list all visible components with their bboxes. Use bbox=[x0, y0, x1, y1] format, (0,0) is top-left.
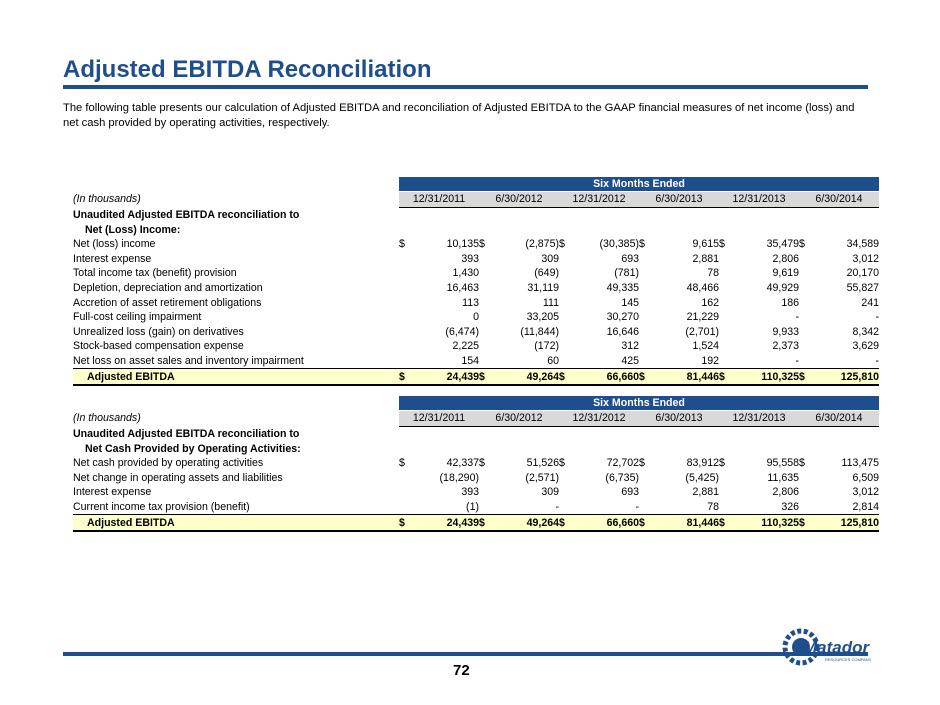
currency-symbol bbox=[799, 324, 812, 339]
currency-symbol bbox=[559, 500, 572, 515]
logo-subtitle: RESOURCES COMPANY bbox=[825, 657, 872, 662]
row-value: 309 bbox=[541, 486, 559, 499]
row-value: (18,290) bbox=[439, 471, 479, 484]
currency-symbol bbox=[799, 251, 812, 266]
row-value: 1,524 bbox=[692, 340, 719, 353]
currency-symbol: $ bbox=[639, 369, 652, 385]
band-spacer bbox=[73, 396, 399, 411]
currency-symbol bbox=[719, 485, 732, 500]
total-value: 49,264 bbox=[492, 515, 559, 531]
row-label: Net (loss) income bbox=[73, 238, 156, 251]
currency-symbol bbox=[479, 310, 492, 325]
row-value: 693 bbox=[621, 252, 639, 265]
section-heading-row bbox=[73, 426, 879, 441]
row-value: 35,479 bbox=[766, 238, 799, 251]
table-row bbox=[73, 354, 879, 369]
total-value: 24,439 bbox=[412, 515, 479, 531]
table-row bbox=[73, 339, 879, 354]
row-value: (6,735) bbox=[605, 471, 639, 484]
row-value: (781) bbox=[614, 267, 639, 280]
row-value: 393 bbox=[461, 486, 479, 499]
currency-symbol bbox=[639, 295, 652, 310]
table-row bbox=[73, 456, 879, 471]
row-value: 2,225 bbox=[452, 340, 479, 353]
total-value: 81,446 bbox=[652, 369, 719, 385]
currency-symbol bbox=[799, 354, 812, 369]
page-number: 72 bbox=[453, 662, 470, 679]
total-value: 81,446 bbox=[652, 515, 719, 531]
currency-symbol: $ bbox=[559, 457, 565, 470]
row-label: Net cash provided by operating activities bbox=[73, 457, 264, 470]
units-label: (In thousands) bbox=[73, 412, 141, 425]
row-label: Net loss on asset sales and inventory impairment bbox=[73, 354, 304, 367]
currency-symbol bbox=[479, 324, 492, 339]
row-value: 72,702 bbox=[606, 457, 639, 470]
row-value: - bbox=[635, 500, 639, 513]
currency-symbol bbox=[719, 266, 732, 281]
currency-symbol bbox=[719, 281, 732, 296]
matador-logo bbox=[781, 626, 881, 668]
currency-symbol: $ bbox=[399, 457, 405, 470]
currency-symbol bbox=[639, 339, 652, 354]
currency-symbol bbox=[799, 310, 812, 325]
row-value: 2,806 bbox=[772, 252, 799, 265]
currency-symbol bbox=[799, 295, 812, 310]
row-value: (2,875) bbox=[525, 238, 559, 251]
currency-symbol bbox=[719, 251, 732, 266]
row-value: (6,474) bbox=[445, 325, 479, 338]
row-value: 60 bbox=[547, 354, 559, 367]
currency-symbol bbox=[719, 295, 732, 310]
currency-symbol bbox=[639, 324, 652, 339]
row-value: 192 bbox=[701, 354, 719, 367]
row-value: (2,571) bbox=[525, 471, 559, 484]
band-spacer bbox=[73, 177, 399, 192]
row-value: 3,012 bbox=[852, 486, 879, 499]
currency-symbol: $ bbox=[719, 515, 732, 531]
total-value: 125,810 bbox=[812, 515, 879, 531]
currency-symbol: $ bbox=[799, 515, 812, 531]
currency-symbol bbox=[719, 339, 732, 354]
row-value: 2,881 bbox=[692, 486, 719, 499]
ebitda-net-income-table bbox=[73, 177, 879, 386]
row-label: Total income tax (benefit) provision bbox=[73, 267, 237, 280]
currency-symbol bbox=[479, 500, 492, 515]
row-value: 9,933 bbox=[772, 325, 799, 338]
row-label: Interest expense bbox=[73, 486, 152, 499]
total-label: Adjusted EBITDA bbox=[73, 369, 399, 385]
table-row bbox=[73, 237, 879, 252]
row-value: 51,526 bbox=[526, 457, 559, 470]
row-label: Depletion, depreciation and amortization bbox=[73, 281, 263, 294]
currency-symbol bbox=[559, 324, 572, 339]
currency-symbol: $ bbox=[479, 369, 492, 385]
row-value: 326 bbox=[781, 500, 799, 513]
row-value: 154 bbox=[461, 354, 479, 367]
row-value: 186 bbox=[781, 296, 799, 309]
row-value: 31,119 bbox=[527, 281, 559, 294]
row-value: (172) bbox=[534, 340, 559, 353]
row-value: (2,701) bbox=[685, 325, 719, 338]
row-value: 2,814 bbox=[852, 500, 879, 513]
currency-symbol bbox=[639, 281, 652, 296]
row-value: 55,827 bbox=[846, 281, 879, 294]
total-value: 66,660 bbox=[572, 515, 639, 531]
currency-symbol bbox=[399, 500, 412, 515]
total-row bbox=[73, 369, 879, 385]
table-row bbox=[73, 500, 879, 515]
logo-wordmark: Matador bbox=[803, 638, 870, 657]
total-value: 110,325 bbox=[732, 369, 799, 385]
currency-symbol: $ bbox=[719, 238, 725, 251]
row-label: Net change in operating assets and liabilities bbox=[73, 471, 283, 484]
row-value: 113,475 bbox=[841, 457, 879, 470]
row-value: 6,509 bbox=[852, 471, 879, 484]
currency-symbol bbox=[399, 251, 412, 266]
row-value: 309 bbox=[541, 252, 559, 265]
row-value: (1) bbox=[466, 500, 479, 513]
row-value: 145 bbox=[621, 296, 639, 309]
currency-symbol: $ bbox=[639, 457, 645, 470]
row-value: 3,012 bbox=[852, 252, 879, 265]
row-label: Accretion of asset retirement obligations bbox=[73, 296, 262, 309]
row-value: 20,170 bbox=[846, 267, 879, 280]
row-value: (11,844) bbox=[520, 325, 559, 338]
currency-symbol: $ bbox=[719, 369, 732, 385]
row-value: 2,806 bbox=[772, 486, 799, 499]
column-date: 6/30/2014 bbox=[799, 192, 879, 208]
section-subheading: Net Cash Provided by Operating Activities: bbox=[85, 442, 301, 455]
currency-symbol bbox=[719, 324, 732, 339]
row-value: (649) bbox=[534, 267, 559, 280]
row-value: 49,929 bbox=[766, 281, 799, 294]
currency-symbol bbox=[559, 485, 572, 500]
section-subheading: Net (Loss) Income: bbox=[85, 223, 181, 236]
band-row bbox=[73, 177, 879, 192]
row-value: 78 bbox=[707, 500, 719, 513]
currency-symbol: $ bbox=[639, 515, 652, 531]
row-value: 33,205 bbox=[526, 311, 559, 324]
row-value: 393 bbox=[461, 252, 479, 265]
row-label: Interest expense bbox=[73, 252, 152, 265]
row-value: 83,912 bbox=[686, 457, 719, 470]
currency-symbol bbox=[719, 500, 732, 515]
row-value: 42,337 bbox=[446, 457, 479, 470]
currency-symbol bbox=[399, 470, 412, 485]
row-label: Unrealized loss (gain) on derivatives bbox=[73, 325, 244, 338]
currency-symbol bbox=[399, 281, 412, 296]
currency-symbol bbox=[639, 310, 652, 325]
currency-symbol bbox=[559, 266, 572, 281]
title-rule bbox=[63, 85, 868, 89]
row-value: - bbox=[795, 354, 799, 367]
table-row bbox=[73, 324, 879, 339]
currency-symbol: $ bbox=[479, 238, 485, 251]
column-date: 12/31/2012 bbox=[559, 192, 639, 208]
total-value: 66,660 bbox=[572, 369, 639, 385]
currency-symbol bbox=[559, 470, 572, 485]
page-title: Adjusted EBITDA Reconciliation bbox=[63, 56, 432, 83]
row-label: Current income tax provision (benefit) bbox=[73, 500, 250, 513]
row-value: 111 bbox=[542, 296, 559, 309]
row-value: 162 bbox=[701, 296, 719, 309]
currency-symbol bbox=[639, 500, 652, 515]
row-value: 2,373 bbox=[772, 340, 799, 353]
currency-symbol bbox=[479, 485, 492, 500]
currency-symbol bbox=[639, 251, 652, 266]
column-date: 6/30/2012 bbox=[479, 192, 559, 208]
currency-symbol bbox=[559, 310, 572, 325]
row-value: 693 bbox=[621, 486, 639, 499]
column-date: 12/31/2013 bbox=[719, 192, 799, 208]
row-value: - bbox=[875, 354, 879, 367]
currency-symbol bbox=[559, 251, 572, 266]
currency-symbol: $ bbox=[799, 457, 805, 470]
table-row bbox=[73, 310, 879, 325]
date-header-row bbox=[73, 411, 879, 427]
row-value: 113 bbox=[462, 296, 479, 309]
section-heading-row bbox=[73, 207, 879, 222]
column-date: 12/31/2011 bbox=[399, 411, 479, 427]
row-value: - bbox=[555, 500, 559, 513]
row-value: 0 bbox=[473, 311, 479, 324]
row-value: - bbox=[795, 311, 799, 324]
ebitda-operating-cash-table bbox=[73, 396, 879, 532]
total-value: 110,325 bbox=[732, 515, 799, 531]
column-date: 6/30/2014 bbox=[799, 411, 879, 427]
date-header-row bbox=[73, 192, 879, 208]
intro-paragraph: The following table presents our calculation of Adjusted EBITDA and reconciliation of Adjusted EBITDA to the GAAP financial measures of net income (loss) and net cash provided by operating activities, respectively. bbox=[63, 102, 855, 129]
row-value: 95,558 bbox=[766, 457, 799, 470]
table-row bbox=[73, 470, 879, 485]
currency-symbol: $ bbox=[479, 515, 492, 531]
row-value: 312 bbox=[621, 340, 639, 353]
currency-symbol bbox=[559, 354, 572, 369]
currency-symbol bbox=[399, 266, 412, 281]
currency-symbol bbox=[399, 324, 412, 339]
row-value: 16,463 bbox=[446, 281, 479, 294]
currency-symbol bbox=[559, 295, 572, 310]
currency-symbol bbox=[479, 281, 492, 296]
currency-symbol bbox=[479, 339, 492, 354]
currency-symbol bbox=[639, 470, 652, 485]
row-value: (30,385) bbox=[599, 238, 639, 251]
currency-symbol: $ bbox=[559, 238, 565, 251]
currency-symbol bbox=[799, 281, 812, 296]
row-value: 1,430 bbox=[452, 267, 479, 280]
section-subheading-row bbox=[73, 441, 879, 456]
section-subheading-row bbox=[73, 222, 879, 237]
row-label: Stock-based compensation expense bbox=[73, 340, 244, 353]
row-value: 48,466 bbox=[686, 281, 719, 294]
row-value: 3,629 bbox=[852, 340, 879, 353]
currency-symbol bbox=[799, 339, 812, 354]
currency-symbol: $ bbox=[719, 457, 725, 470]
band-row bbox=[73, 396, 879, 411]
currency-symbol bbox=[399, 354, 412, 369]
section-heading: Unaudited Adjusted EBITDA reconciliation to bbox=[73, 427, 300, 440]
column-date: 12/31/2013 bbox=[719, 411, 799, 427]
currency-symbol bbox=[639, 485, 652, 500]
currency-symbol bbox=[479, 266, 492, 281]
currency-symbol bbox=[639, 354, 652, 369]
total-value: 24,439 bbox=[412, 369, 479, 385]
currency-symbol: $ bbox=[559, 515, 572, 531]
currency-symbol bbox=[479, 251, 492, 266]
row-value: 241 bbox=[861, 296, 879, 309]
units-label: (In thousands) bbox=[73, 193, 141, 206]
currency-symbol bbox=[559, 281, 572, 296]
table-row bbox=[73, 266, 879, 281]
currency-symbol bbox=[399, 310, 412, 325]
row-value: 2,881 bbox=[692, 252, 719, 265]
currency-symbol bbox=[639, 266, 652, 281]
currency-symbol bbox=[399, 485, 412, 500]
row-value: 11,635 bbox=[767, 471, 799, 484]
column-date: 6/30/2013 bbox=[639, 192, 719, 208]
currency-symbol bbox=[719, 354, 732, 369]
row-value: 78 bbox=[707, 267, 719, 280]
table-row bbox=[73, 281, 879, 296]
row-value: (5,425) bbox=[685, 471, 719, 484]
currency-symbol bbox=[719, 310, 732, 325]
row-value: 425 bbox=[621, 354, 639, 367]
currency-symbol bbox=[479, 354, 492, 369]
currency-symbol bbox=[479, 295, 492, 310]
column-date: 12/31/2011 bbox=[399, 192, 479, 208]
row-value: 21,229 bbox=[686, 311, 719, 324]
total-row bbox=[73, 515, 879, 531]
currency-symbol bbox=[799, 500, 812, 515]
row-value: - bbox=[875, 311, 879, 324]
currency-symbol bbox=[559, 339, 572, 354]
column-date: 6/30/2012 bbox=[479, 411, 559, 427]
row-value: 8,342 bbox=[852, 325, 879, 338]
table-row bbox=[73, 295, 879, 310]
currency-symbol bbox=[799, 470, 812, 485]
total-value: 49,264 bbox=[492, 369, 559, 385]
total-value: 125,810 bbox=[812, 369, 879, 385]
currency-symbol bbox=[399, 295, 412, 310]
row-value: 10,135 bbox=[446, 238, 479, 251]
band-label: Six Months Ended bbox=[399, 177, 879, 192]
currency-symbol bbox=[479, 470, 492, 485]
currency-symbol bbox=[719, 470, 732, 485]
footer-rule bbox=[63, 652, 868, 656]
row-value: 30,270 bbox=[606, 311, 639, 324]
table-row bbox=[73, 251, 879, 266]
total-label: Adjusted EBITDA bbox=[73, 515, 399, 531]
column-date: 12/31/2012 bbox=[559, 411, 639, 427]
currency-symbol bbox=[799, 266, 812, 281]
row-value: 49,335 bbox=[606, 281, 639, 294]
currency-symbol: $ bbox=[399, 369, 412, 385]
currency-symbol: $ bbox=[799, 238, 805, 251]
row-value: 9,619 bbox=[772, 267, 799, 280]
row-value: 34,589 bbox=[846, 238, 879, 251]
table-row bbox=[73, 485, 879, 500]
row-value: 16,646 bbox=[606, 325, 639, 338]
currency-symbol: $ bbox=[479, 457, 485, 470]
currency-symbol: $ bbox=[799, 369, 812, 385]
currency-symbol: $ bbox=[639, 238, 645, 251]
column-date: 6/30/2013 bbox=[639, 411, 719, 427]
currency-symbol bbox=[399, 339, 412, 354]
section-heading: Unaudited Adjusted EBITDA reconciliation to bbox=[73, 208, 300, 221]
currency-symbol: $ bbox=[399, 515, 412, 531]
currency-symbol: $ bbox=[399, 238, 405, 251]
row-value: 9,615 bbox=[692, 238, 719, 251]
row-label: Full-cost ceiling impairment bbox=[73, 311, 202, 324]
currency-symbol bbox=[799, 485, 812, 500]
band-label: Six Months Ended bbox=[399, 396, 879, 411]
currency-symbol: $ bbox=[559, 369, 572, 385]
